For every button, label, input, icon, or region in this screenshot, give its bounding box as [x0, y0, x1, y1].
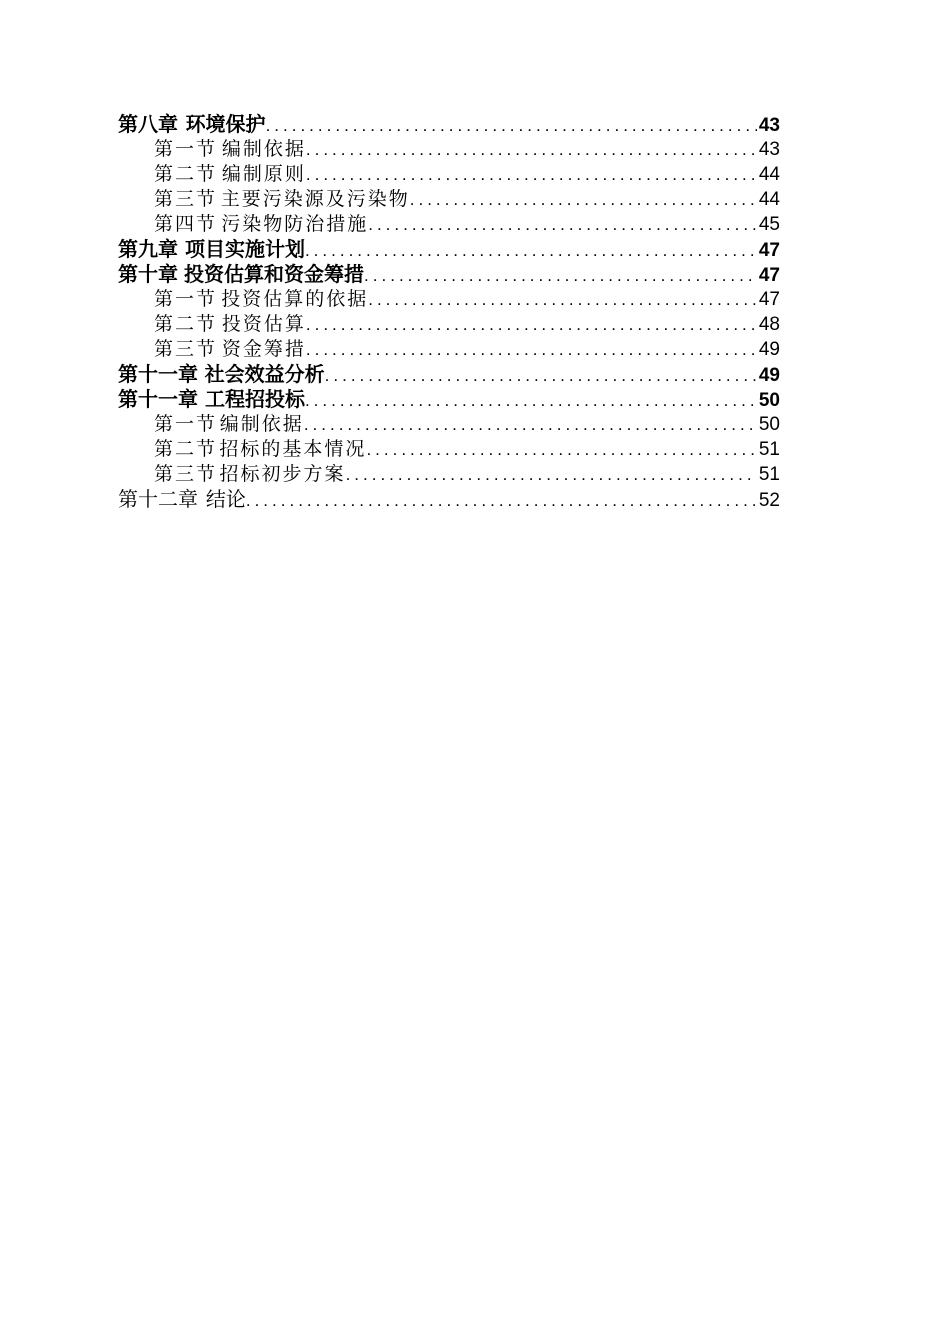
toc-entry-page: 51 [758, 439, 780, 460]
toc-leader-dots [304, 412, 757, 437]
toc-leader-dots [306, 137, 757, 162]
toc-leader-dots [346, 462, 757, 487]
toc-section-entry[interactable] [118, 312, 780, 337]
toc-entry-page: 44 [758, 189, 780, 210]
toc-leader-dots [305, 388, 757, 413]
toc-entry-title: 投资估算的依据 [221, 288, 369, 310]
toc-entry-number: 第二节 [154, 313, 218, 335]
toc-entry-page: 52 [758, 490, 780, 511]
toc-leader-dots [410, 187, 757, 212]
toc-entry-page: 47 [758, 240, 780, 261]
toc-entry-title: 项目实施计划 [184, 237, 305, 261]
toc-entry-title: 环境保护 [185, 112, 266, 136]
toc-leader-dots [266, 113, 757, 138]
toc-entry-number: 第一节 [154, 138, 218, 160]
toc-leader-dots [368, 287, 757, 312]
toc-entry-number: 第十一章 [118, 362, 198, 386]
toc-entry-number: 第四节 [154, 213, 218, 235]
toc-entry-page: 48 [758, 314, 780, 335]
toc-section-entry[interactable] [118, 412, 780, 437]
toc-entry-page: 50 [758, 414, 780, 435]
toc-section-entry[interactable] [118, 162, 780, 187]
toc-entry-number: 第十章 [118, 262, 178, 286]
toc-chapter-entry[interactable] [118, 262, 780, 287]
toc-entry-number: 第一节 [154, 413, 218, 435]
toc-entry-number: 第十一章 [118, 387, 198, 411]
toc-entry-title: 社会效益分析 [204, 362, 325, 386]
toc-entry-title: 投资估算 [221, 313, 306, 335]
toc-leader-dots [246, 488, 757, 513]
toc-entry-number: 第三节 [154, 188, 218, 210]
toc-entry-page: 44 [758, 164, 780, 185]
toc-entry-page: 49 [758, 339, 780, 360]
toc-leader-dots [305, 238, 757, 263]
toc-entry-page: 43 [758, 115, 780, 136]
toc-entry-title: 招标的基本情况 [219, 438, 367, 460]
toc-chapter-entry[interactable] [118, 362, 780, 387]
toc-entry-page: 47 [758, 265, 780, 286]
toc-entry-title: 编制依据 [221, 138, 306, 160]
toc-entry-title: 污染物防治措施 [221, 213, 369, 235]
toc-entry-number: 第二节 [154, 163, 218, 185]
toc-leader-dots [368, 212, 757, 237]
toc-leader-dots [306, 162, 757, 187]
toc-entry-page: 49 [758, 365, 780, 386]
toc-leader-dots [306, 312, 757, 337]
toc-chapter-entry[interactable] [118, 387, 780, 412]
toc-section-entry[interactable] [118, 337, 780, 362]
toc-leader-dots [325, 363, 757, 388]
toc-section-entry[interactable] [118, 187, 780, 212]
toc-chapter-entry[interactable] [118, 112, 780, 137]
toc-section-entry[interactable] [118, 212, 780, 237]
toc-chapter-entry[interactable] [118, 237, 780, 262]
toc-entry-page: 50 [758, 390, 780, 411]
toc-entry-page: 45 [758, 214, 780, 235]
toc-entry-page: 47 [758, 289, 780, 310]
table-of-contents [118, 112, 780, 512]
toc-entry-title: 编制依据 [219, 413, 304, 435]
toc-section-entry[interactable] [118, 287, 780, 312]
toc-section-entry[interactable] [118, 462, 780, 487]
toc-entry-number: 第八章 [118, 112, 178, 136]
toc-entry-number: 第三节 [154, 463, 218, 485]
toc-leader-dots [366, 437, 756, 462]
toc-entry-title: 编制原则 [221, 163, 306, 185]
toc-entry-number: 第一节 [154, 288, 218, 310]
toc-entry-page: 51 [758, 464, 780, 485]
toc-entry-title: 招标初步方案 [219, 463, 346, 485]
toc-entry-title: 工程招投标 [204, 387, 305, 411]
toc-section-entry[interactable] [118, 137, 780, 162]
toc-leader-dots [306, 337, 757, 362]
toc-section-entry[interactable] [118, 437, 780, 462]
toc-entry-number: 第三节 [154, 338, 218, 360]
toc-entry-number: 第十二章 [118, 487, 198, 511]
toc-entry-title: 主要污染源及污染物 [220, 188, 410, 210]
toc-entry-number: 第九章 [118, 237, 178, 261]
toc-chapter-entry[interactable] [118, 487, 780, 512]
toc-entry-title: 投资估算和资金筹措 [184, 262, 365, 286]
toc-entry-title: 资金筹措 [221, 338, 306, 360]
toc-entry-title: 结论 [205, 487, 246, 511]
toc-entry-number: 第二节 [154, 438, 218, 460]
toc-entry-page: 43 [758, 139, 780, 160]
toc-leader-dots [364, 263, 757, 288]
